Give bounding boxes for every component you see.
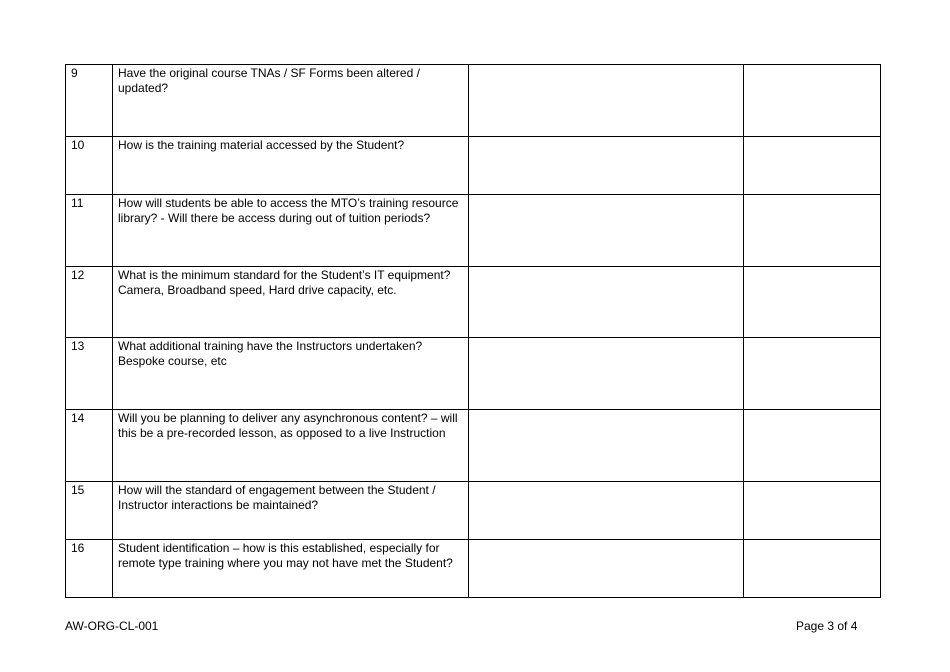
row-number: 9 — [66, 65, 113, 137]
table-row — [66, 540, 881, 598]
question-text: How is the training material accessed by the Student? — [113, 137, 469, 195]
answer-cell[interactable] — [469, 137, 744, 195]
reference-cell[interactable] — [744, 540, 881, 598]
question-text: Student identification – how is this established, especially for remote type training where you may not have met the Student? — [113, 540, 469, 598]
answer-cell[interactable] — [469, 338, 744, 410]
reference-cell[interactable] — [744, 65, 881, 137]
row-number: 12 — [66, 267, 113, 338]
answer-cell[interactable] — [469, 65, 744, 137]
answer-cell[interactable] — [469, 267, 744, 338]
question-text: How will students be able to access the MTO’s training resource library? - Will there be access during out of tuition periods? — [113, 195, 469, 267]
answer-cell[interactable] — [469, 195, 744, 267]
reference-cell[interactable] — [744, 195, 881, 267]
question-text: How will the standard of engagement between the Student / Instructor interactions be maintained? — [113, 482, 469, 540]
reference-cell[interactable] — [744, 137, 881, 195]
document-reference: AW-ORG-CL-001 — [65, 619, 159, 633]
answer-cell[interactable] — [469, 410, 744, 482]
page-number: Page 3 of 4 — [796, 619, 858, 633]
question-text: Will you be planning to deliver any asynchronous content? – will this be a pre-recorded lesson, as opposed to a live Instruction — [113, 410, 469, 482]
row-number: 14 — [66, 410, 113, 482]
question-text: What additional training have the Instructors undertaken? Bespoke course, etc — [113, 338, 469, 410]
answer-cell[interactable] — [469, 540, 744, 598]
table-row — [66, 65, 881, 137]
checklist-table — [65, 64, 881, 598]
row-number: 11 — [66, 195, 113, 267]
table-row — [66, 137, 881, 195]
table-row — [66, 338, 881, 410]
reference-cell[interactable] — [744, 338, 881, 410]
table-row — [66, 410, 881, 482]
table-row — [66, 482, 881, 540]
reference-cell[interactable] — [744, 482, 881, 540]
reference-cell[interactable] — [744, 410, 881, 482]
question-text: Have the original course TNAs / SF Forms been altered / updated? — [113, 65, 469, 137]
row-number: 10 — [66, 137, 113, 195]
table-row — [66, 267, 881, 338]
row-number: 13 — [66, 338, 113, 410]
table-row — [66, 195, 881, 267]
answer-cell[interactable] — [469, 482, 744, 540]
row-number: 15 — [66, 482, 113, 540]
row-number: 16 — [66, 540, 113, 598]
reference-cell[interactable] — [744, 267, 881, 338]
question-text: What is the minimum standard for the Student’s IT equipment? Camera, Broadband speed, Hard drive capacity, etc. — [113, 267, 469, 338]
